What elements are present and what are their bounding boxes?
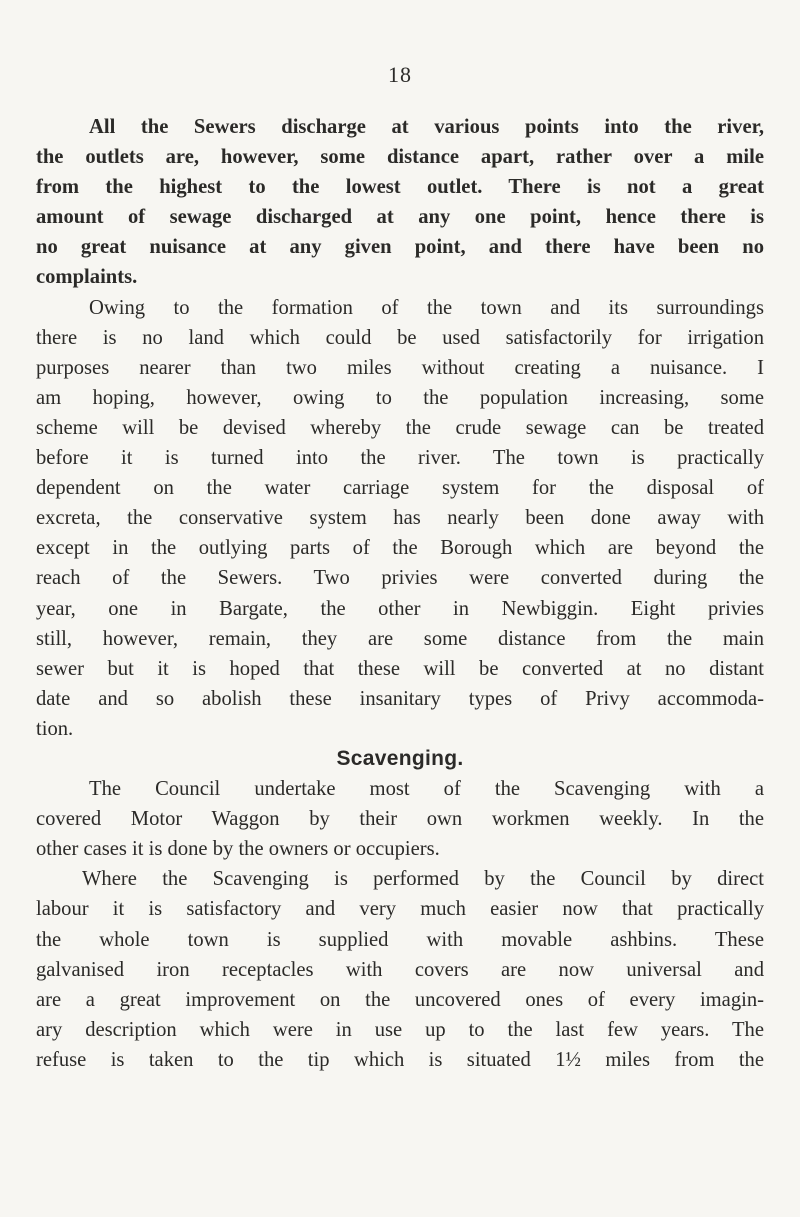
text-line: covered Motor Waggon by their own workmen weekly. In the — [36, 808, 764, 831]
text-line: am hoping, however, owing to the population increasing, some — [36, 386, 764, 409]
text-line: purposes nearer than two miles without creating a nuisance. I — [36, 356, 764, 379]
text-line: All the Sewers discharge at various points into the river, — [89, 116, 764, 138]
text-line: no great nuisance at any given point, and there have been no — [36, 236, 764, 259]
page-number: 18 — [388, 62, 412, 87]
text-line: still, however, remain, they are some distance from the main — [36, 627, 764, 650]
text-line: excreta, the conservative system has nearly been done away with — [36, 507, 764, 530]
text-line: tion. — [36, 717, 74, 740]
text-line: are a great improvement on the uncovered ones of every imagin- — [36, 988, 764, 1011]
text-line: before it is turned into the river. The town is practically — [36, 447, 764, 470]
text-line: except in the outlying parts of the Borough which are beyond the — [36, 537, 764, 560]
section-heading: Scavenging. — [336, 746, 464, 770]
text-line: from the highest to the lowest outlet. There is not a great — [36, 176, 764, 199]
text-line: amount of sewage discharged at any one point, hence there is — [36, 206, 764, 229]
text-line: the whole town is supplied with movable ashbins. These — [36, 928, 764, 951]
text-line: year, one in Bargate, the other in Newbiggin. Eight privies — [36, 597, 764, 620]
text-line: The Council undertake most of the Scavenging with a — [89, 778, 764, 801]
text-line: reach of the Sewers. Two privies were converted during the — [36, 567, 764, 590]
text-line: Where the Scavenging is performed by the Council by direct — [82, 868, 764, 891]
text-line: there is no land which could be used satisfactorily for irrigation — [36, 326, 764, 349]
text-line: galvanised iron receptacles with covers are now universal and — [36, 958, 764, 981]
text-line: Owing to the formation of the town and its surroundings — [89, 296, 764, 319]
body-text — [36, 112, 764, 1075]
text-line: date and so abolish these insanitary types of Privy accommoda- — [36, 687, 764, 710]
text-line: scheme will be devised whereby the crude sewage can be treated — [36, 416, 764, 439]
text-line: sewer but it is hoped that these will be converted at no distant — [36, 657, 764, 680]
text-line: refuse is taken to the tip which is situated 1½ miles from the — [36, 1048, 764, 1071]
text-line: labour it is satisfactory and very much easier now that practically — [36, 898, 764, 921]
text-line: dependent on the water carriage system for the disposal of — [36, 477, 764, 500]
text-line: ary description which were in use up to the last few years. The — [36, 1018, 764, 1041]
text-line: other cases it is done by the owners or occupiers. — [36, 838, 440, 861]
text-line: complaints. — [36, 266, 138, 289]
text-line: the outlets are, however, some distance apart, rather over a mile — [36, 146, 764, 169]
